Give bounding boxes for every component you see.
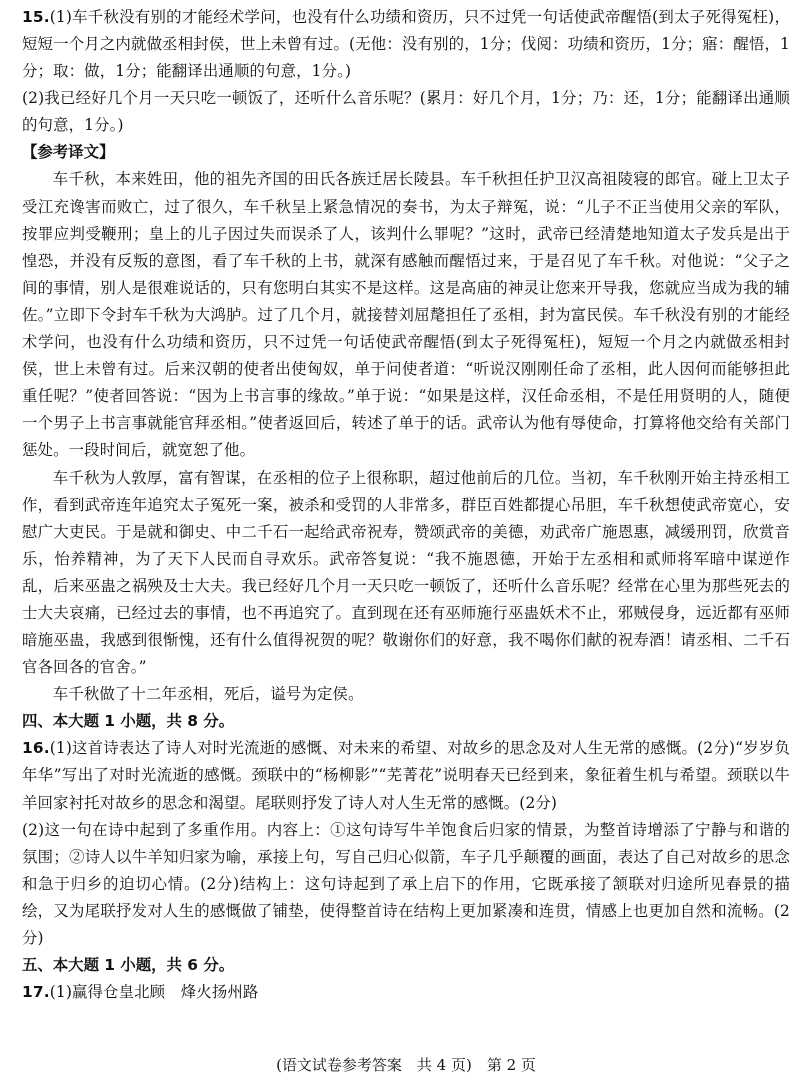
- q15-part1: [22, 4, 790, 85]
- reference-translation-title: 【参考译文】: [22, 143, 115, 162]
- reference-paragraph-3: 车千秋做了十二年丞相，死后，谥号为定侯。: [52, 685, 364, 704]
- section-5-heading: 五、本大题 1 小题，共 6 分。: [22, 956, 235, 975]
- q16-part1-text: (1)这首诗表达了诗人对时光流逝的感慨、对未来的希望、对故乡的思念及对人生无常的感慨。(2分)“岁岁负年华”写出了对时光流逝的感慨。颈联中的“杨柳影”“芜菁花”说明春天已经到来，象征着生机与希望。颈联以牛羊回家衬托对故乡的思念和渴望。尾联则抒发了诗人对人生无常的感慨。(2分): [22, 739, 790, 812]
- reference-paragraph-2: 车千秋为人敦厚，富有智谋，在丞相的位子上很称职，超过他前后的几位。当初，车千秋刚开始主持丞相工作，看到武帝连年追究太子冤死一案，被杀和受罚的人非常多，群臣百姓都提心吊胆，车千秋想使武帝宽心，安慰广大吏民。于是就和御史、中二千石一起给武帝祝寿，赞颂武帝的美德，劝武帝广施恩惠，减缓刑罚，欣赏音乐，怡养精神，为了天下人民而自寻欢乐。武帝答复说：“我不施恩德，开始于左丞相和贰师将军暗中谋逆作乱，后来巫蛊之祸殃及士大夫。我已经好几个月一天只吃一顿饭了，还听什么音乐呢？经常在心里为那些死去的士大夫哀痛，已经过去的事情，也不再追究了。直到现在还有巫师施行巫蛊妖术不止，邪贼侵身，远近都有巫师暗施巫蛊，我感到很惭愧，还有什么值得祝贺的呢？敬谢你们的好意，我不喝你们献的祝寿酒！请丞相、二千石官各回各的官舍。”: [22, 468, 790, 677]
- reference-paragraph-1: 车千秋，本来姓田，他的祖先齐国的田氏各族迁居长陵县。车千秋担任护卫汉高祖陵寝的郎官。碰上卫太子受江充谗害而败亡，过了很久，车千秋呈上紧急情况的奏书，为太子辩冤，说：“儿子不正当使用父亲的军队，按罪应判受鞭刑；皇上的儿子因过失而误杀了人，该判什么罪呢？”这时，武帝已经清楚地知道太子发兵是出于惶恐，并没有反叛的意图，看了车千秋的上书，就深有感触而醒悟过来，于是召见了车千秋。对他说：“父子之间的事情，别人是很难说话的，只有您明白其实不是这样。这是高庙的神灵让您来开导我，您就应当成为我的辅佐。”立即下令封车千秋为大鸿胪。过了几个月，就接替刘屈氂担任了丞相，封为富民侯。车千秋没有别的才能经术学问，也没有什么功绩和资历，只不过凭一句话使武帝醒悟(到太子死得冤枉)，短短一个月之内就做丞相封侯，世上未曾有过。后来汉朝的使者出使匈奴，单于问使者道：“听说汉刚刚任命了丞相，此人因何而能够担此重任呢？”使者回答说：“因为上书言事的缘故。”单于说：“如果是这样，汉任命丞相，不是任用贤明的人，随便一个男子上书言事就能官拜丞相。”使者返回后，转述了单于的话。武帝认为他有辱使命，打算将他交给有关部门惩处。一段时间后，就宽恕了他。: [22, 170, 790, 460]
- q16-part2: (2)这一句在诗中起到了多重作用。内容上：①这句诗写牛羊饱食后归家的情景，为整首诗增添了宁静与和谐的氛围；②诗人以牛羊知归家为喻，承接上句，写自己归心似箭，车子几乎颠覆的画面，表达了自己对故乡的思念和急于归乡的迫切心情。(2分)结构上：这句诗起到了承上启下的作用，它既承接了颔联对归途所见春景的描绘，又为尾联抒发对人生的感慨做了铺垫，使得整首诗在结构上更加紧凑和连贯，情感上也更加自然和流畅。(2分): [22, 820, 790, 947]
- q17-part1-text: (1)赢得仓皇北顾 烽火扬州路: [49, 983, 259, 1002]
- q16-number: 16.: [22, 739, 50, 758]
- q17-part1: [22, 979, 790, 1006]
- q15-number: 15.: [22, 8, 50, 26]
- q17-number: 17.: [22, 983, 50, 1002]
- q15-part1-text: (1)车千秋没有别的才能经术学问，也没有什么功绩和资历，只不过凭一句话使武帝醒悟(到太子死得冤枉)，短短一个月之内就做丞相封侯，世上未曾有过。(无他：没有别的，1分；伐阅：功绩和资历，1分；寤：醒悟，1分；取：做，1分；能翻译出通顺的句意，1分。): [22, 8, 790, 81]
- q16-part1: [22, 735, 790, 816]
- section-4-heading: 四、本大题 1 小题，共 8 分。: [22, 712, 235, 731]
- q15-part2: (2)我已经好几个月一天只吃一顿饭了，还听什么音乐呢？(累月：好几个月，1分；乃：还，1分；能翻译出通顺的句意，1分。): [22, 89, 790, 135]
- page-footer: (语文试卷参考答案 共 4 页) 第 2 页: [276, 1056, 536, 1074]
